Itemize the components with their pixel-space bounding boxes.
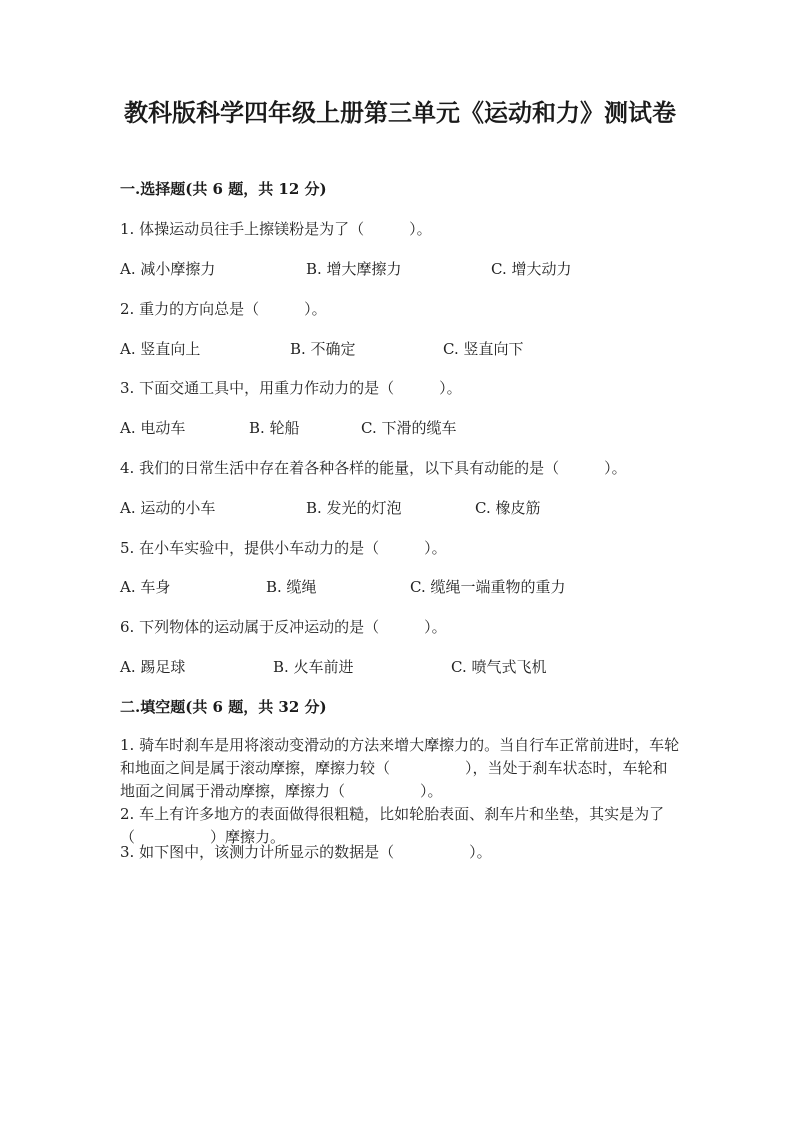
option-a: A. 电动车	[120, 419, 186, 437]
question-6: 6. 下列物体的运动属于反冲运动的是（ ）。	[120, 618, 447, 636]
page-title: 教科版科学四年级上册第三单元《运动和力》测试卷	[124, 98, 676, 127]
question-4: 4. 我们的日常生活中存在着各种各样的能量，以下具有动能的是（ ）。	[120, 459, 627, 477]
option-b: B. 发光的灯泡	[306, 499, 402, 517]
option-c: C. 喷气式飞机	[451, 658, 547, 676]
question-4-options	[120, 497, 680, 519]
question-3: 3. 下面交通工具中，用重力作动力的是（ ）。	[120, 379, 462, 397]
option-c: C. 增大动力	[491, 260, 572, 278]
fill-question-3: 3. 如下图中，该测力计所显示的数据是（ ）。	[120, 843, 492, 861]
section-heading-fill: 二.填空题(共 6 题，共 32 分)	[120, 698, 327, 716]
option-c: C. 竖直向下	[443, 340, 524, 358]
fill-question-1: 1. 骑车时刹车是用将滚动变滑动的方法来增大摩擦力的。当自行车正常前进时，车轮和地面之间是属于滚动摩擦，摩擦力较（ ），当处于刹车状态时，车轮和地面之间属于滑动摩擦，摩擦力（ ）。	[120, 736, 680, 800]
question-2-options	[120, 338, 680, 360]
option-c: C. 下滑的缆车	[361, 419, 457, 437]
option-a: A. 踢足球	[120, 658, 186, 676]
option-b: B. 不确定	[290, 340, 356, 358]
option-c: C. 橡皮筋	[475, 499, 541, 517]
option-a: A. 运动的小车	[120, 499, 216, 517]
option-b: B. 缆绳	[266, 578, 317, 596]
question-1-options	[120, 258, 680, 280]
option-c: C. 缆绳一端重物的重力	[410, 578, 566, 596]
question-5-options	[120, 576, 680, 598]
option-b: B. 轮船	[249, 419, 300, 437]
option-b: B. 火车前进	[273, 658, 354, 676]
question-6-options	[120, 656, 680, 678]
option-a: A. 减小摩擦力	[120, 260, 216, 278]
option-a: A. 竖直向上	[120, 340, 201, 358]
question-1: 1. 体操运动员往手上擦镁粉是为了（ ）。	[120, 220, 432, 238]
question-2: 2. 重力的方向总是（ ）。	[120, 300, 327, 318]
fill-question-2: 2. 车上有许多地方的表面做得很粗糙，比如轮胎表面、刹车片和坐垫，其实是为了（ ）摩擦力。	[120, 805, 665, 846]
question-3-options	[120, 417, 680, 439]
section-heading-choice: 一.选择题(共 6 题，共 12 分)	[120, 180, 327, 198]
option-b: B. 增大摩擦力	[306, 260, 402, 278]
option-a: A. 车身	[120, 578, 171, 596]
question-5: 5. 在小车实验中，提供小车动力的是（ ）。	[120, 539, 447, 557]
